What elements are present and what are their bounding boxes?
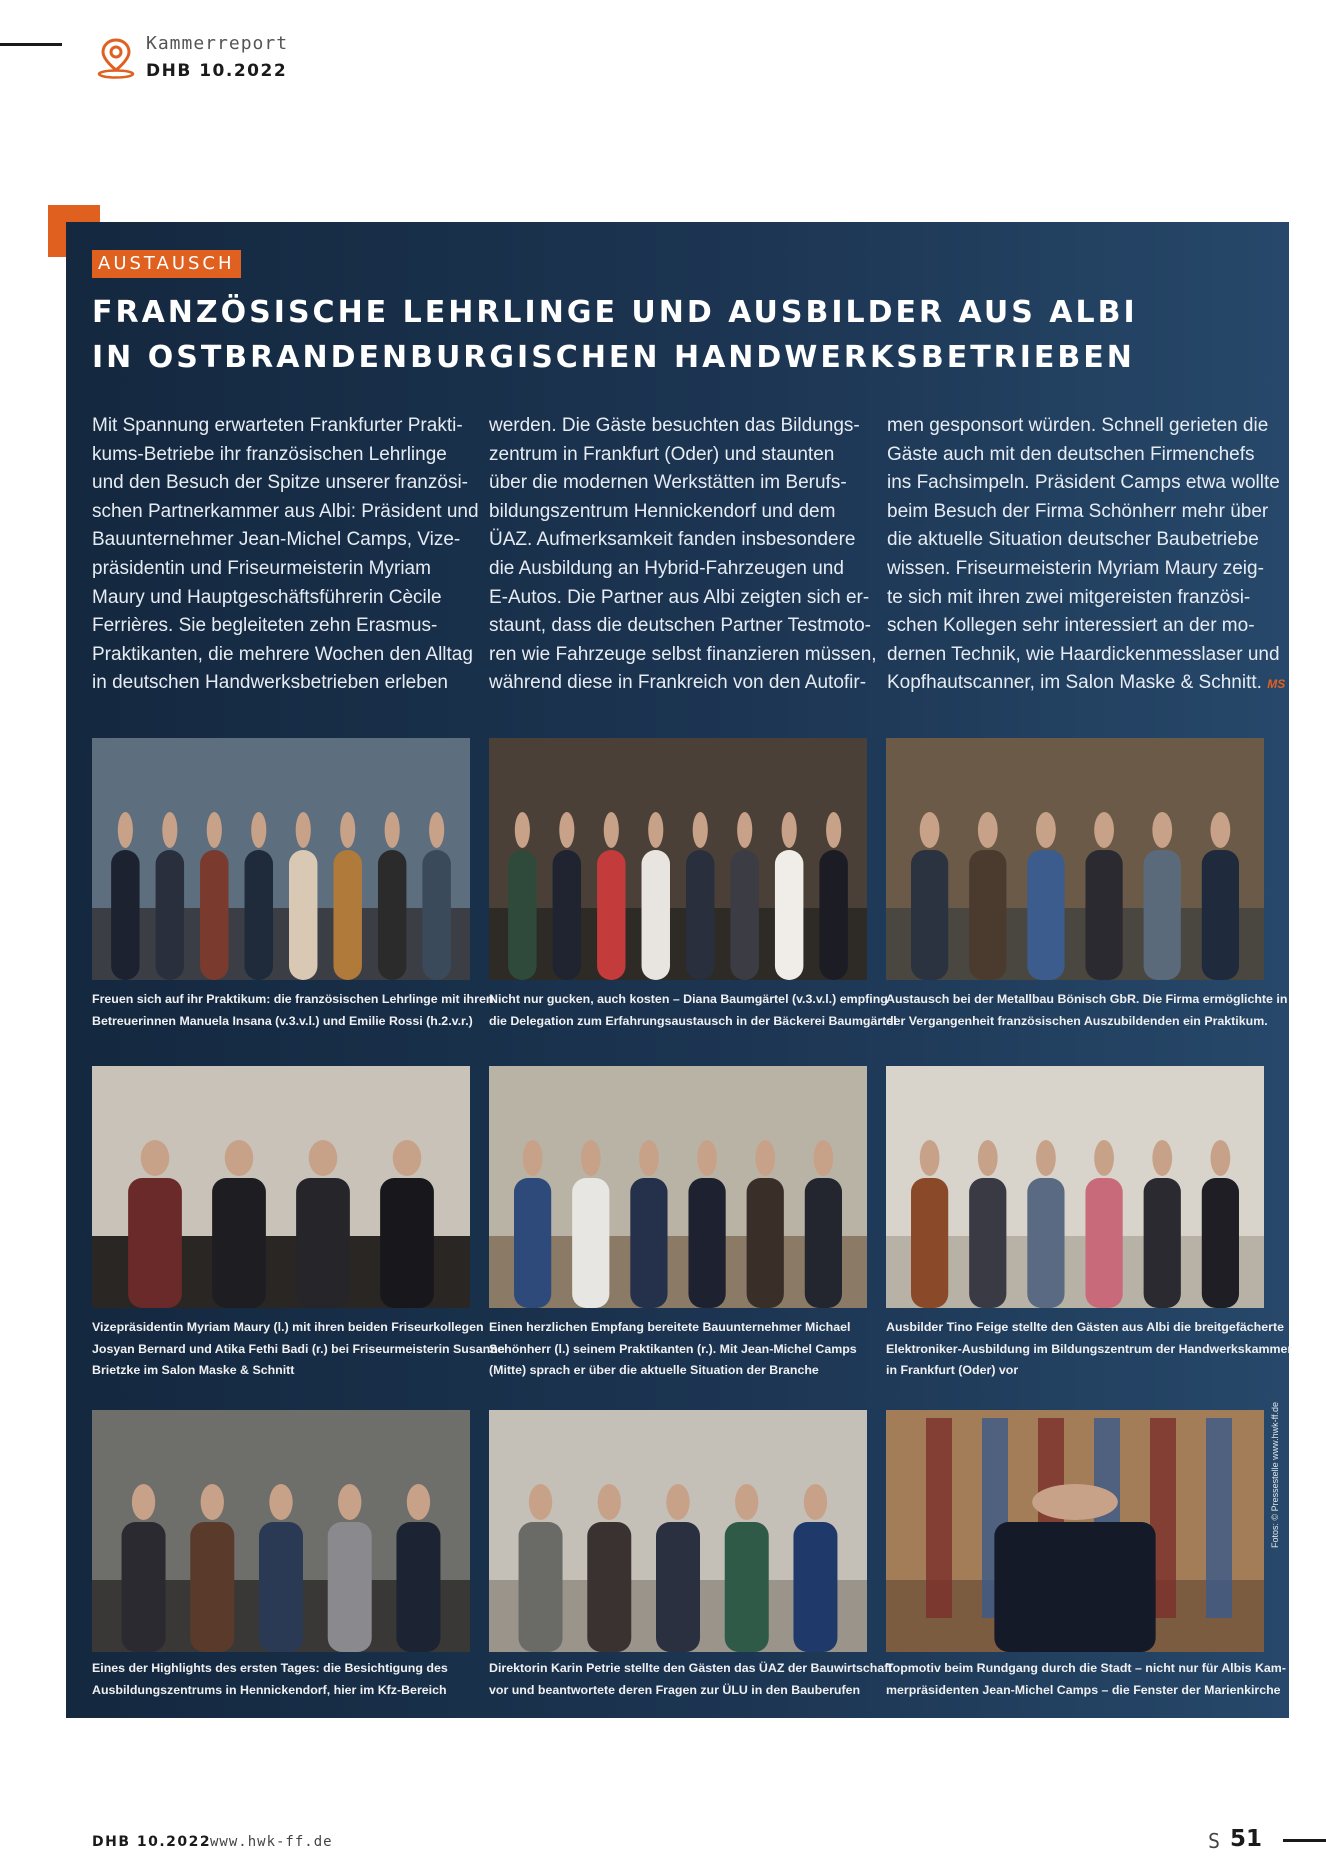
caption-line: Direktorin Karin Petrie stellte den Gästen das ÜAZ der Bauwirtschaft — [489, 1661, 893, 1675]
photo — [489, 738, 867, 980]
caption-line: merpräsidenten Jean-Michel Camps – die Fenster der Marienkirche — [886, 1682, 1281, 1697]
photo — [92, 1066, 470, 1308]
photo — [489, 1066, 867, 1308]
caption-line: Ausbildungszentrums in Hennickendorf, hier im Kfz-Bereich — [92, 1682, 447, 1697]
body-line: ÜAZ. Aufmerksamkeit fanden insbesondere — [489, 529, 856, 551]
body-line: die aktuelle Situation deutscher Baubetriebe — [887, 529, 1259, 551]
issue-label: DHB 10.2022 — [146, 61, 288, 81]
body-line: Gäste auch mit den deutschen Firmenchefs — [887, 443, 1255, 465]
body-column — [887, 412, 1286, 699]
photo — [886, 738, 1264, 980]
photo — [886, 1410, 1264, 1652]
caption-line: Eines der Highlights des ersten Tages: die Besichtigung des — [92, 1661, 448, 1675]
photo-credit: Fotos: © Pressestelle www.hwk-ff.de — [1270, 1401, 1280, 1548]
caption-line: Vizepräsidentin Myriam Maury (l.) mit ihren beiden Friseurkollegen — [92, 1320, 484, 1334]
caption-line: die Delegation zum Erfahrungsaustausch in der Bäckerei Baumgärtel — [489, 1013, 897, 1028]
topic-tag: AUSTAUSCH — [92, 250, 241, 278]
caption-line: der Vergangenheit französischen Auszubildenden ein Praktikum. — [886, 1013, 1268, 1028]
header-rule — [0, 43, 62, 46]
page-prefix: S — [1208, 1829, 1221, 1853]
caption-line: Elektroniker-Ausbildung im Bildungszentrum der Handwerkskammer — [886, 1341, 1293, 1356]
footer-url[interactable]: www.hwk-ff.de — [210, 1834, 333, 1850]
caption-line: (Mitte) sprach er über die aktuelle Situation der Branche — [489, 1363, 819, 1377]
body-line: schen Partnerkammer aus Albi: Präsident und — [92, 500, 479, 522]
caption-line: vor und beantwortete deren Fragen zur ÜLU in den Bauberufen — [489, 1682, 861, 1697]
body-line: Mit Spannung erwarteten Frankfurter Prakti- — [92, 415, 463, 436]
location-pin-icon — [94, 36, 138, 80]
body-line: Praktikanten, die mehrere Wochen den Alltag — [92, 643, 473, 665]
caption-line: Freuen sich auf ihr Praktikum: die französischen Lehrlinge mit ihren — [92, 992, 494, 1006]
photo-caption — [886, 1658, 1286, 1701]
author-signature: MS — [1267, 677, 1286, 692]
photo-caption — [489, 1317, 879, 1382]
body-line: te sich mit ihren zwei mitgereisten französi- — [887, 586, 1251, 608]
body-line: präsidentin und Friseurmeisterin Myriam — [92, 557, 431, 579]
body-line: beim Besuch der Firma Schönherr mehr über — [887, 500, 1269, 522]
body-line: schen Kollegen sehr interessiert an der mo- — [887, 615, 1255, 637]
caption-line: Schönherr (l.) seinem Praktikanten (r.). Mit Jean-Michel Camps — [489, 1341, 857, 1356]
body-line: Kopfhautscanner, im Salon Maske & Schnitt. — [887, 672, 1262, 694]
footer-issue: DHB 10.2022 — [92, 1834, 212, 1850]
photo-caption — [92, 1317, 505, 1382]
caption-line: Josyan Bernard und Atika Fethi Badi (r.) bei Friseurmeisterin Susanne — [92, 1341, 505, 1356]
body-line: die Ausbildung an Hybrid-Fahrzeugen und — [489, 557, 844, 579]
body-line: staunt, dass die deutschen Partner Testmoto- — [489, 615, 871, 637]
body-column — [489, 412, 877, 698]
body-line: werden. Die Gäste besuchten das Bildungs- — [489, 415, 860, 436]
photo-caption — [886, 1317, 1293, 1382]
body-line: in deutschen Handwerksbetrieben erleben — [92, 672, 448, 694]
body-line: zentrum in Frankfurt (Oder) und staunten — [489, 443, 835, 465]
body-line: wissen. Friseurmeisterin Myriam Maury zeig- — [887, 557, 1264, 579]
caption-line: Brietzke im Salon Maske & Schnitt — [92, 1363, 295, 1377]
section-kicker: Kammerreport — [146, 33, 289, 54]
body-line: ins Fachsimpeln. Präsident Camps etwa wollte — [887, 472, 1280, 494]
photo — [886, 1066, 1264, 1308]
body-line: E-Autos. Die Partner aus Albi zeigten sich er- — [489, 586, 870, 608]
body-line: Maury und Hauptgeschäftsführerin Cècile — [92, 586, 442, 608]
photo-caption — [886, 989, 1288, 1032]
photo-caption — [489, 1658, 893, 1701]
body-line: Ferrières. Sie begleiteten zehn Erasmus- — [92, 615, 438, 637]
caption-line: Austausch bei der Metallbau Bönisch GbR. Die Firma ermöglichte in — [886, 992, 1288, 1006]
body-line: über die modernen Werkstätten im Berufs- — [489, 472, 847, 494]
body-column — [92, 412, 479, 698]
photo-caption — [92, 1658, 482, 1701]
footer-rule — [1283, 1839, 1326, 1842]
photo-caption — [92, 989, 494, 1032]
caption-line: Nicht nur gucken, auch kosten – Diana Baumgärtel (v.3.v.l.) empfing — [489, 992, 888, 1006]
body-line: ren wie Fahrzeuge selbst finanzieren müssen, — [489, 643, 877, 665]
headline-line: IN OSTBRANDENBURGISCHEN HANDWERKSBETRIEBEN — [92, 340, 1135, 375]
caption-line: Einen herzlichen Empfang bereitete Bauunternehmer Michael — [489, 1320, 851, 1334]
body-line: kums-Betriebe ihr französischen Lehrlinge — [92, 443, 447, 465]
photo — [489, 1410, 867, 1652]
body-line-with-signature — [887, 669, 1286, 699]
caption-line: Topmotiv beim Rundgang durch die Stadt – nicht nur für Albis Kam- — [886, 1661, 1286, 1675]
photo — [92, 1410, 470, 1652]
body-line: bildungszentrum Hennickendorf und dem — [489, 500, 836, 522]
page-number: 51 — [1230, 1826, 1263, 1852]
body-line: men gesponsort würden. Schnell gerieten die — [887, 415, 1269, 436]
body-line: und den Besuch der Spitze unserer französi- — [92, 472, 468, 494]
body-line: Bauunternehmer Jean-Michel Camps, Vize- — [92, 529, 461, 551]
caption-line: in Frankfurt (Oder) vor — [886, 1363, 1019, 1377]
photo-caption — [489, 989, 897, 1032]
photo — [92, 738, 470, 980]
headline-line: FRANZÖSISCHE LEHRLINGE UND AUSBILDER AUS ALBI — [92, 295, 1138, 330]
body-line: dernen Technik, wie Haardickenmesslaser und — [887, 643, 1280, 665]
caption-line: Betreuerinnen Manuela Insana (v.3.v.l.) und Emilie Rossi (h.2.v.r.) — [92, 1013, 473, 1028]
article-headline — [92, 290, 1272, 380]
body-line: während diese in Frankreich von den Autofir- — [489, 672, 867, 694]
caption-line: Ausbilder Tino Feige stellte den Gästen aus Albi die breitgefächerte — [886, 1320, 1284, 1334]
